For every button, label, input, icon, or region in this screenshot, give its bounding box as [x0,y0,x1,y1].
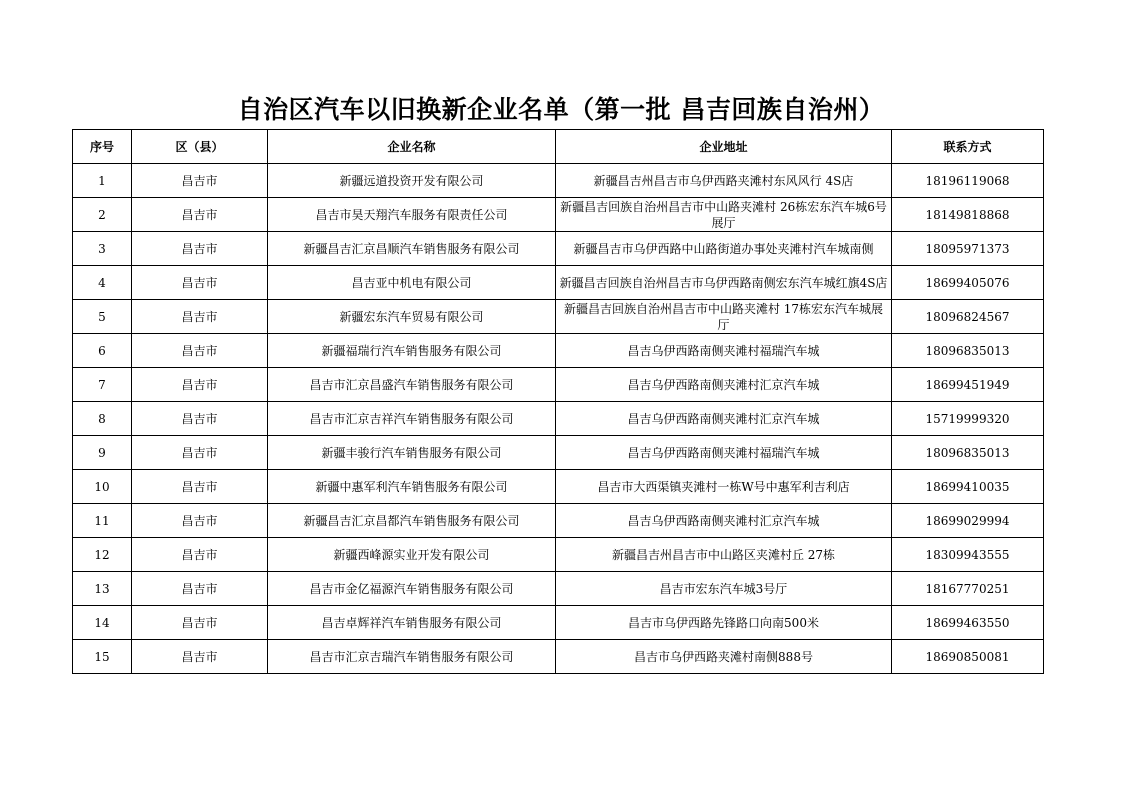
cell-address: 昌吉乌伊西路南侧夹滩村汇京汽车城 [556,368,892,402]
table-header-row [73,130,1044,164]
cell-no: 13 [73,572,132,606]
cell-address: 新疆昌吉州昌吉市乌伊西路夹滩村东风风行 4S店 [556,164,892,198]
cell-address: 昌吉乌伊西路南侧夹滩村汇京汽车城 [556,402,892,436]
cell-phone: 15719999320 [892,402,1044,436]
table-row [73,232,1044,266]
cell-county: 昌吉市 [132,606,268,640]
cell-county: 昌吉市 [132,470,268,504]
cell-county: 昌吉市 [132,334,268,368]
cell-name: 新疆福瑞行汽车销售服务有限公司 [268,334,556,368]
cell-county: 昌吉市 [132,436,268,470]
cell-no: 11 [73,504,132,538]
cell-name: 昌吉市金亿福源汽车销售服务有限公司 [268,572,556,606]
cell-phone: 18096824567 [892,300,1044,334]
cell-phone: 18149818868 [892,198,1044,232]
cell-no: 7 [73,368,132,402]
cell-phone: 18699029994 [892,504,1044,538]
cell-name: 新疆远道投资开发有限公司 [268,164,556,198]
cell-phone: 18699451949 [892,368,1044,402]
cell-name: 新疆丰骏行汽车销售服务有限公司 [268,436,556,470]
table-row [73,436,1044,470]
cell-address: 新疆昌吉州昌吉市中山路区夹滩村丘 27栋 [556,538,892,572]
cell-phone: 18096835013 [892,334,1044,368]
cell-county: 昌吉市 [132,504,268,538]
cell-no: 14 [73,606,132,640]
cell-address: 新疆昌吉回族自治州昌吉市乌伊西路南侧宏东汽车城红旗4S店 [556,266,892,300]
cell-name: 新疆宏东汽车贸易有限公司 [268,300,556,334]
cell-phone: 18699405076 [892,266,1044,300]
col-header-name: 企业名称 [268,130,556,164]
table-row [73,470,1044,504]
cell-address: 昌吉市大西渠镇夹滩村一栋W号中惠军利吉利店 [556,470,892,504]
cell-phone: 18095971373 [892,232,1044,266]
cell-phone: 18309943555 [892,538,1044,572]
cell-no: 4 [73,266,132,300]
table-row [73,164,1044,198]
table-row [73,300,1044,334]
table-row [73,402,1044,436]
table-row [73,504,1044,538]
cell-no: 10 [73,470,132,504]
cell-county: 昌吉市 [132,368,268,402]
cell-county: 昌吉市 [132,266,268,300]
cell-phone: 18699463550 [892,606,1044,640]
table-row [73,572,1044,606]
cell-name: 昌吉市汇京吉瑞汽车销售服务有限公司 [268,640,556,674]
cell-address: 昌吉市乌伊西路夹滩村南侧888号 [556,640,892,674]
col-header-no: 序号 [73,130,132,164]
table-row [73,538,1044,572]
cell-address: 昌吉乌伊西路南侧夹滩村汇京汽车城 [556,504,892,538]
cell-name: 新疆西峰源实业开发有限公司 [268,538,556,572]
cell-no: 5 [73,300,132,334]
cell-no: 2 [73,198,132,232]
cell-county: 昌吉市 [132,164,268,198]
cell-no: 12 [73,538,132,572]
cell-phone: 18096835013 [892,436,1044,470]
cell-address: 昌吉乌伊西路南侧夹滩村福瑞汽车城 [556,436,892,470]
table-row [73,334,1044,368]
cell-name: 新疆昌吉汇京昌都汽车销售服务有限公司 [268,504,556,538]
cell-phone: 18699410035 [892,470,1044,504]
cell-county: 昌吉市 [132,538,268,572]
cell-name: 新疆昌吉汇京昌顺汽车销售服务有限公司 [268,232,556,266]
cell-name: 昌吉亚中机电有限公司 [268,266,556,300]
cell-county: 昌吉市 [132,640,268,674]
cell-address: 新疆昌吉回族自治州昌吉市中山路夹滩村 17栋宏东汽车城展厅 [556,300,892,334]
cell-name: 昌吉市汇京昌盛汽车销售服务有限公司 [268,368,556,402]
cell-phone: 18167770251 [892,572,1044,606]
cell-no: 6 [73,334,132,368]
cell-phone: 18196119068 [892,164,1044,198]
cell-no: 1 [73,164,132,198]
table-row [73,368,1044,402]
cell-no: 15 [73,640,132,674]
cell-no: 3 [73,232,132,266]
page-title: 自治区汽车以旧换新企业名单（第一批 昌吉回族自治州） [237,95,885,124]
cell-address: 昌吉乌伊西路南侧夹滩村福瑞汽车城 [556,334,892,368]
cell-name: 昌吉市汇京吉祥汽车销售服务有限公司 [268,402,556,436]
enterprise-table [72,129,1044,674]
cell-no: 9 [73,436,132,470]
cell-name: 昌吉市昊天翔汽车服务有限责任公司 [268,198,556,232]
col-header-address: 企业地址 [556,130,892,164]
cell-phone: 18690850081 [892,640,1044,674]
cell-address: 新疆昌吉回族自治州昌吉市中山路夹滩村 26栋宏东汽车城6号展厅 [556,198,892,232]
cell-county: 昌吉市 [132,198,268,232]
cell-county: 昌吉市 [132,572,268,606]
col-header-phone: 联系方式 [892,130,1044,164]
cell-address: 昌吉市宏东汽车城3号厅 [556,572,892,606]
cell-address: 新疆昌吉市乌伊西路中山路街道办事处夹滩村汽车城南侧 [556,232,892,266]
table-row [73,606,1044,640]
table-row [73,198,1044,232]
col-header-county: 区（县） [132,130,268,164]
table-row [73,640,1044,674]
cell-county: 昌吉市 [132,402,268,436]
cell-name: 昌吉卓辉祥汽车销售服务有限公司 [268,606,556,640]
cell-county: 昌吉市 [132,300,268,334]
cell-name: 新疆中惠军利汽车销售服务有限公司 [268,470,556,504]
table-row [73,266,1044,300]
cell-no: 8 [73,402,132,436]
cell-county: 昌吉市 [132,232,268,266]
cell-address: 昌吉市乌伊西路先锋路口向南500米 [556,606,892,640]
